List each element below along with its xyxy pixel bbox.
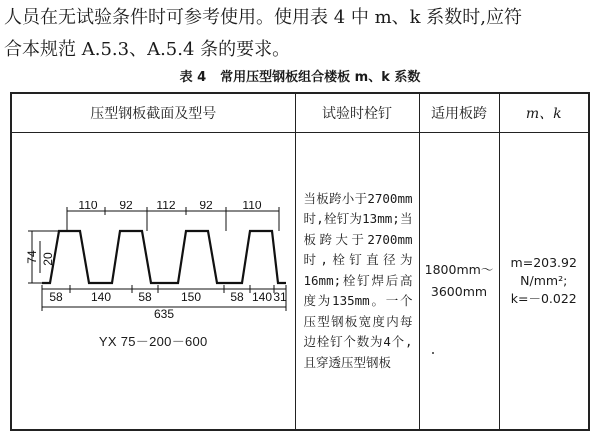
profile-outline <box>42 231 286 283</box>
intro-text <box>4 2 596 66</box>
total-width-dim: 635 <box>153 307 175 321</box>
m-value: m=203.92 <box>510 255 577 270</box>
top-dim-3: 112 <box>156 201 176 212</box>
span-line-1: 1800mm～ <box>424 262 494 277</box>
span-line-2: 3600mm <box>430 284 488 299</box>
intro-line-2: 合本规范 A.5.3、A.5.4 条的要求。 <box>4 39 291 60</box>
table-caption <box>0 66 600 85</box>
height-inner-dim: 20 <box>41 252 55 266</box>
bottom-dim-4: 150 <box>180 290 202 304</box>
header-section: 压型钢板截面及型号 <box>11 93 295 133</box>
header-span: 适用板跨 <box>419 93 499 133</box>
top-dim-5: 110 <box>242 201 262 212</box>
table-row <box>11 133 589 431</box>
table-title: 常用压型钢板组合楼板 m、k 系数 <box>220 70 421 85</box>
k-value: k=－0.022 <box>510 291 577 306</box>
top-dim-1: 110 <box>78 201 98 212</box>
header-row <box>11 93 589 133</box>
header-mk: m、k <box>499 93 589 133</box>
stray-dot <box>432 352 434 354</box>
top-dim-4: 92 <box>199 201 213 212</box>
bottom-dim-1: 58 <box>49 290 63 304</box>
bottom-dim-3: 58 <box>138 290 152 304</box>
mk-coefficient-table <box>10 92 590 431</box>
bottom-dim-6: 140 <box>251 290 273 304</box>
top-dim-2: 92 <box>119 201 133 212</box>
profile-model: YX 75－200－600 <box>98 334 208 349</box>
bottom-dim-2: 140 <box>90 290 112 304</box>
table-number: 表 4 <box>179 70 207 85</box>
stud-cell: 当板跨小于2700mm时,栓钉为13mm;当板跨大于2700mm时,栓钉直径为16mm;栓钉焊后高度为135mm。一个压型钢板宽度内每边栓钉个数为4个,且穿透压型钢板 <box>295 133 419 431</box>
intro-line-1: 人员在无试验条件时可参考使用。使用表 4 中 m、k 系数时,应符 <box>4 7 523 28</box>
span-cell <box>419 133 499 431</box>
unit-value: N/mm²; <box>520 273 568 288</box>
profile-section-diagram <box>20 201 290 321</box>
header-stud: 试验时栓钉 <box>295 93 419 133</box>
height-outer-dim: 74 <box>25 250 39 264</box>
bottom-dim-5: 58 <box>230 290 244 304</box>
section-cell <box>11 133 295 431</box>
mk-cell <box>499 133 589 431</box>
bottom-dim-7: 31 <box>273 290 287 304</box>
